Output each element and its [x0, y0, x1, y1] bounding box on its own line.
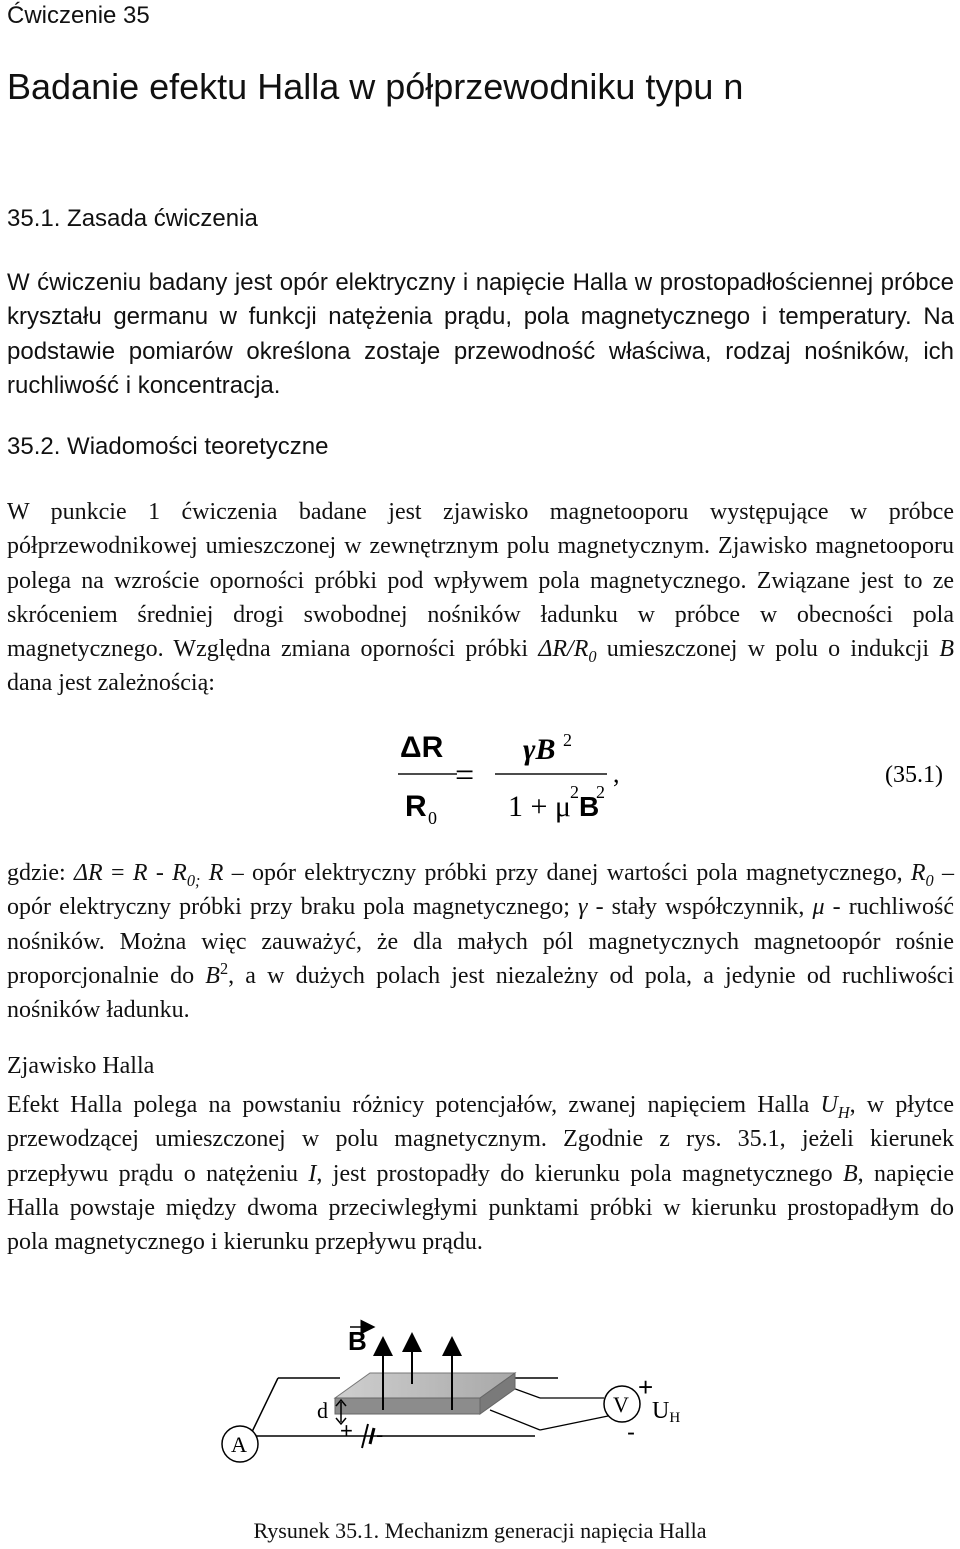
- symbol-dR: ΔR: [73, 860, 103, 886]
- eq-equals: =: [455, 757, 475, 794]
- battery-plate-short: [370, 1428, 374, 1444]
- voltmeter-lead-bottom: [540, 1416, 608, 1430]
- paragraph-hall: Efekt Halla polega na powstaniu różnicy potencjałów, zwanej napięciem Halla $U_H$, w płytce przewodzącej umieszczonej w polu magnetycznym. Zgodnie z rys. 35.1, jeżeli kierunek przepływu prądu o natężeniu I, jest prostopadły do kierunku pola magnetycznego B, napięcie Halla powstaje między dwoma przeciwległymi punktami próbki w kierunku prostopadłym do pola magnetycznego i kierunku przepływu prądu.: [7, 1092, 954, 1256]
- eq-lhs-numerator: ΔR: [400, 731, 444, 764]
- symbol-B: B: [939, 636, 954, 663]
- field-label: B: [348, 1326, 367, 1356]
- eq-number: (35.1): [885, 762, 943, 788]
- thickness-label: d: [317, 1398, 328, 1423]
- battery-plus: +: [340, 1418, 353, 1443]
- symbol-gamma: γ: [578, 894, 588, 921]
- symbol-mu: μ: [812, 894, 825, 921]
- text-run: dana jest zależnością:: [7, 670, 215, 697]
- page-title: Badanie efektu Halla w półprzewodniku typu n: [7, 66, 744, 107]
- hall-effect-diagram: [190, 1318, 750, 1528]
- equation-35-1: [395, 724, 960, 834]
- eq-rhs-denominator-B: B: [579, 791, 600, 822]
- eq-rhs-numerator: γB: [523, 733, 556, 766]
- paragraph-definitions: gdzie: $\Delta R = R - R_{0;}$ R – opór elektryczny próbki przy danej wartości pola magnetycznego, $R_0$ – opór elektryczny próbki przy braku pola magnetycznego; γ - stały współczynnik, μ - ruchliwość nośników. Można więc zauważyć, że dla małych pól magnetycznych magnetoopór rośnie proporcjonalnie do $B^2$, a w dużych polach jest niezależny od pola, a jedynie od ruchliwości nośników ładunku.: [7, 860, 955, 1024]
- eq-lhs-denominator: R: [405, 790, 427, 823]
- sample-front-face: [335, 1398, 480, 1414]
- section-heading-zjawisko-halla: Zjawisko Halla: [7, 1053, 155, 1079]
- section-heading-wiadomosci: 35.2. Wiadomości teoretyczne: [7, 433, 329, 460]
- voltmeter-label: V: [613, 1392, 629, 1417]
- paragraph-zasada: W ćwiczeniu badany jest opór elektryczny i napięcie Halla w prostopadłościennej próbce kryształu germanu w funkcji natężenia prądu, pola magnetycznego i temperatury. Na podstawie pomiarów określona zostaje przewodność właściwa, rodzaj nośników, ich ruchliwość i koncentracja.: [7, 269, 954, 399]
- text-run: umieszczonej w polu o indukcji: [596, 636, 940, 663]
- symbol-UH: $U_H$: [820, 1092, 850, 1122]
- eq-rhs-numerator-sup: 2: [563, 730, 572, 750]
- eq-comma: ,: [613, 759, 620, 788]
- text-run: W punkcie 1 ćwiczenia badane jest zjawisko magnetooporu występujące w próbce półprzewodnikowej umieszczonej w zewnętrznym polu magnetycznym. Zjawisko magnetooporu polega na wzroście oporności próbki pod wpływem pola magnetycznego. Związane jest to ze skróceniem średniej drogi swobodnej nośników ładunku w próbce w obecności pola magnetycznego. Względna zmiana oporności próbki: [7, 499, 954, 663]
- symbol-dR-over-R0: $\Delta R/R_0$: [538, 636, 597, 666]
- eq-lhs-denominator-sub: 0: [428, 808, 437, 828]
- eq-rhs-denominator-B-sup: 2: [596, 782, 605, 802]
- hall-voltage-label: UH: [652, 1398, 681, 1426]
- section-heading-zasada: 35.1. Zasada ćwiczenia: [7, 205, 258, 232]
- voltmeter-plus: +: [638, 1372, 654, 1402]
- figure-caption: Rysunek 35.1. Mechanizm generacji napięcia Halla: [253, 1518, 707, 1543]
- eq-rhs-denominator-sup: 2: [570, 782, 579, 802]
- exercise-label: Ćwiczenie 35: [7, 2, 150, 29]
- paragraph-magnetoopor: [7, 495, 954, 701]
- hall-lead-bottom: [490, 1410, 540, 1430]
- ammeter-label: A: [231, 1432, 247, 1457]
- voltmeter-minus: -: [627, 1419, 635, 1446]
- battery-minus: -: [376, 1422, 384, 1447]
- eq-rhs-denominator: 1 + μ: [508, 790, 572, 823]
